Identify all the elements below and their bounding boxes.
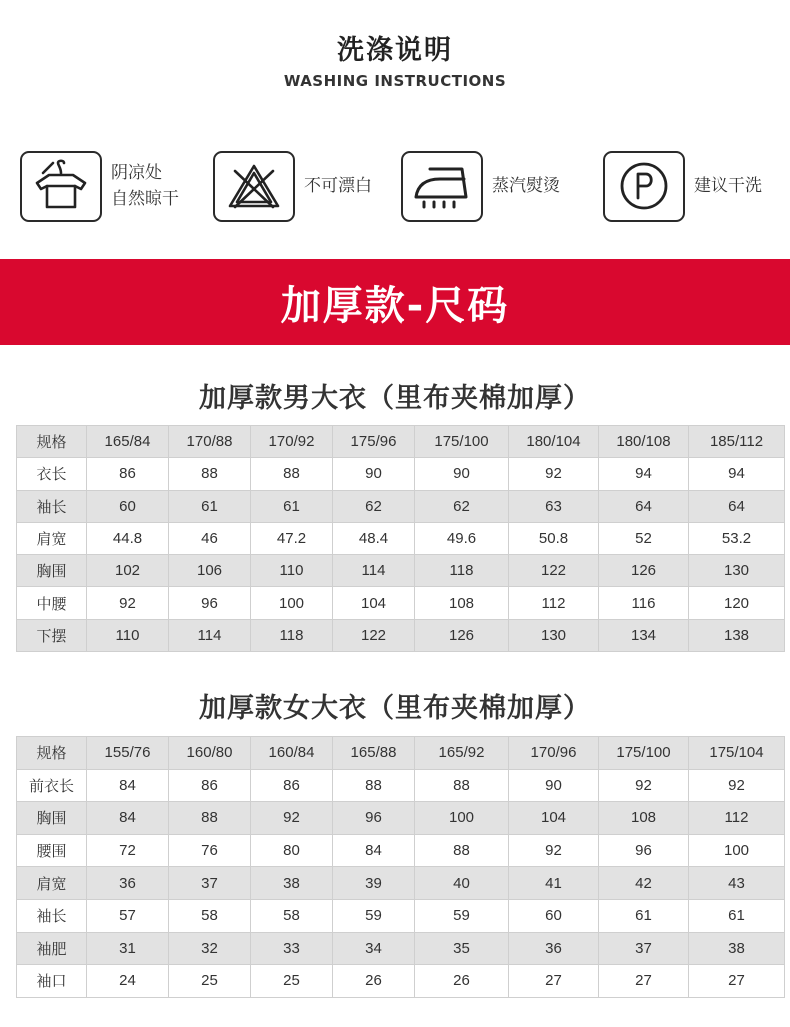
measurement-cell: 27 (509, 965, 599, 998)
measurement-cell: 36 (87, 867, 169, 900)
measurement-cell: 90 (333, 458, 415, 490)
measurement-cell: 36 (509, 932, 599, 965)
measurement-cell: 126 (415, 619, 509, 651)
table-row (17, 458, 785, 490)
care-item-steam-iron (401, 150, 560, 222)
measurement-cell: 49.6 (415, 522, 509, 554)
row-label-cell: 肩宽 (17, 867, 87, 900)
measurement-cell: 26 (415, 965, 509, 998)
size-header-cell: 180/108 (599, 426, 689, 458)
measurement-cell: 104 (333, 587, 415, 619)
measurement-cell: 41 (509, 867, 599, 900)
measurement-cell: 43 (689, 867, 785, 900)
measurement-cell: 114 (169, 619, 251, 651)
measurement-cell: 122 (509, 555, 599, 587)
measurement-cell: 34 (333, 932, 415, 965)
table-row (17, 522, 785, 554)
measurement-cell: 42 (599, 867, 689, 900)
measurement-cell: 90 (415, 458, 509, 490)
measurement-cell: 37 (169, 867, 251, 900)
measurement-cell: 84 (333, 834, 415, 867)
measurement-cell: 26 (333, 965, 415, 998)
table-row (17, 965, 785, 998)
measurement-cell: 120 (689, 587, 785, 619)
size-header-cell: 180/104 (509, 426, 599, 458)
measurement-cell: 92 (599, 769, 689, 802)
measurement-cell: 60 (509, 899, 599, 932)
measurement-cell: 92 (509, 458, 599, 490)
measurement-cell: 92 (251, 802, 333, 835)
measurement-cell: 138 (689, 619, 785, 651)
table-header-row (17, 426, 785, 458)
measurement-cell: 39 (333, 867, 415, 900)
measurement-cell: 90 (509, 769, 599, 802)
measurement-cell: 88 (415, 834, 509, 867)
measurement-cell: 134 (599, 619, 689, 651)
measurement-cell: 32 (169, 932, 251, 965)
size-header-cell: 175/100 (415, 426, 509, 458)
care-item-no-bleach (213, 150, 372, 222)
measurement-cell: 100 (415, 802, 509, 835)
measurement-cell: 94 (599, 458, 689, 490)
men-size-table (16, 425, 785, 652)
wash-subtitle: WASHING INSTRUCTIONS (283, 72, 507, 90)
measurement-cell: 62 (333, 490, 415, 522)
table-row (17, 932, 785, 965)
steam-iron-icon (401, 151, 483, 222)
row-label-cell: 腰围 (17, 834, 87, 867)
measurement-cell: 122 (333, 619, 415, 651)
care-label-hang-dry: 阴凉处 自然晾干 (111, 163, 179, 209)
table-row (17, 867, 785, 900)
measurement-cell: 38 (251, 867, 333, 900)
measurement-cell: 112 (509, 587, 599, 619)
measurement-cell: 62 (415, 490, 509, 522)
care-label-no-bleach: 不可漂白 (304, 176, 372, 196)
women-table-title: 加厚款女大衣（里布夹棉加厚） (199, 693, 591, 724)
measurement-cell: 63 (509, 490, 599, 522)
measurement-cell: 116 (599, 587, 689, 619)
care-label-steam-iron: 蒸汽熨烫 (492, 176, 560, 196)
table-row (17, 769, 785, 802)
measurement-cell: 31 (87, 932, 169, 965)
measurement-cell: 40 (415, 867, 509, 900)
size-header-cell: 165/88 (333, 737, 415, 770)
row-label-cell: 胸围 (17, 802, 87, 835)
size-header-cell: 170/92 (251, 426, 333, 458)
row-label-cell: 袖肥 (17, 932, 87, 965)
measurement-cell: 100 (251, 587, 333, 619)
measurement-cell: 59 (333, 899, 415, 932)
measurement-cell: 100 (689, 834, 785, 867)
measurement-cell: 38 (689, 932, 785, 965)
measurement-cell: 94 (689, 458, 785, 490)
row-label-cell: 袖长 (17, 899, 87, 932)
measurement-cell: 27 (599, 965, 689, 998)
care-item-dry-clean (603, 150, 762, 222)
row-label-cell: 袖长 (17, 490, 87, 522)
dry-clean-p-icon (603, 151, 685, 222)
row-label-cell: 中腰 (17, 587, 87, 619)
measurement-cell: 92 (87, 587, 169, 619)
care-label-dry-clean: 建议干洗 (694, 176, 762, 196)
measurement-cell: 64 (599, 490, 689, 522)
wash-title: 洗涤说明 (337, 35, 453, 66)
measurement-cell: 118 (415, 555, 509, 587)
row-label-cell: 胸围 (17, 555, 87, 587)
measurement-cell: 88 (251, 458, 333, 490)
measurement-cell: 60 (87, 490, 169, 522)
measurement-cell: 88 (333, 769, 415, 802)
table-row (17, 490, 785, 522)
measurement-cell: 88 (169, 802, 251, 835)
measurement-cell: 46 (169, 522, 251, 554)
measurement-cell: 72 (87, 834, 169, 867)
women-size-table (16, 736, 785, 998)
measurement-cell: 86 (169, 769, 251, 802)
size-banner (0, 259, 790, 345)
row-label-cell: 肩宽 (17, 522, 87, 554)
measurement-cell: 92 (509, 834, 599, 867)
measurement-cell: 59 (415, 899, 509, 932)
hang-dry-shade-icon (20, 151, 102, 222)
size-header-cell: 175/100 (599, 737, 689, 770)
row-label-cell: 前衣长 (17, 769, 87, 802)
measurement-cell: 64 (689, 490, 785, 522)
measurement-cell: 47.2 (251, 522, 333, 554)
measurement-cell: 102 (87, 555, 169, 587)
measurement-cell: 61 (599, 899, 689, 932)
table-row (17, 899, 785, 932)
row-label-cell: 衣长 (17, 458, 87, 490)
measurement-cell: 130 (509, 619, 599, 651)
measurement-cell: 96 (599, 834, 689, 867)
size-header-cell: 175/96 (333, 426, 415, 458)
measurement-cell: 84 (87, 769, 169, 802)
measurement-cell: 126 (599, 555, 689, 587)
size-header-cell: 170/96 (509, 737, 599, 770)
measurement-cell: 25 (251, 965, 333, 998)
measurement-cell: 86 (251, 769, 333, 802)
size-header-cell: 165/92 (415, 737, 509, 770)
table-row (17, 802, 785, 835)
measurement-cell: 48.4 (333, 522, 415, 554)
row-label-cell: 袖口 (17, 965, 87, 998)
measurement-cell: 61 (169, 490, 251, 522)
measurement-cell: 37 (599, 932, 689, 965)
measurement-cell: 92 (689, 769, 785, 802)
measurement-cell: 96 (333, 802, 415, 835)
size-header-cell: 185/112 (689, 426, 785, 458)
measurement-cell: 24 (87, 965, 169, 998)
measurement-cell: 52 (599, 522, 689, 554)
table-row (17, 587, 785, 619)
measurement-cell: 58 (169, 899, 251, 932)
size-header-cell: 170/88 (169, 426, 251, 458)
measurement-cell: 118 (251, 619, 333, 651)
measurement-cell: 44.8 (87, 522, 169, 554)
measurement-cell: 110 (251, 555, 333, 587)
size-header-cell: 160/84 (251, 737, 333, 770)
row-label-cell: 下摆 (17, 619, 87, 651)
measurement-cell: 108 (415, 587, 509, 619)
row-label-cell: 规格 (17, 426, 87, 458)
size-header-cell: 175/104 (689, 737, 785, 770)
measurement-cell: 110 (87, 619, 169, 651)
measurement-cell: 84 (87, 802, 169, 835)
measurement-cell: 61 (251, 490, 333, 522)
no-bleach-icon (213, 151, 295, 222)
measurement-cell: 114 (333, 555, 415, 587)
men-table-title: 加厚款男大衣（里布夹棉加厚） (199, 383, 591, 414)
measurement-cell: 58 (251, 899, 333, 932)
measurement-cell: 53.2 (689, 522, 785, 554)
measurement-cell: 112 (689, 802, 785, 835)
measurement-cell: 104 (509, 802, 599, 835)
row-label-cell: 规格 (17, 737, 87, 770)
table-row (17, 555, 785, 587)
measurement-cell: 88 (415, 769, 509, 802)
table-row (17, 834, 785, 867)
measurement-cell: 61 (689, 899, 785, 932)
measurement-cell: 130 (689, 555, 785, 587)
table-row (17, 619, 785, 651)
measurement-cell: 76 (169, 834, 251, 867)
measurement-cell: 57 (87, 899, 169, 932)
measurement-cell: 96 (169, 587, 251, 619)
size-header-cell: 165/84 (87, 426, 169, 458)
measurement-cell: 88 (169, 458, 251, 490)
measurement-cell: 33 (251, 932, 333, 965)
measurement-cell: 108 (599, 802, 689, 835)
measurement-cell: 35 (415, 932, 509, 965)
banner-title: 加厚款-尺码 (280, 282, 510, 329)
measurement-cell: 50.8 (509, 522, 599, 554)
size-header-cell: 160/80 (169, 737, 251, 770)
measurement-cell: 80 (251, 834, 333, 867)
table-header-row (17, 737, 785, 770)
measurement-cell: 106 (169, 555, 251, 587)
care-item-hang-dry (20, 150, 179, 222)
measurement-cell: 25 (169, 965, 251, 998)
measurement-cell: 27 (689, 965, 785, 998)
measurement-cell: 86 (87, 458, 169, 490)
size-header-cell: 155/76 (87, 737, 169, 770)
